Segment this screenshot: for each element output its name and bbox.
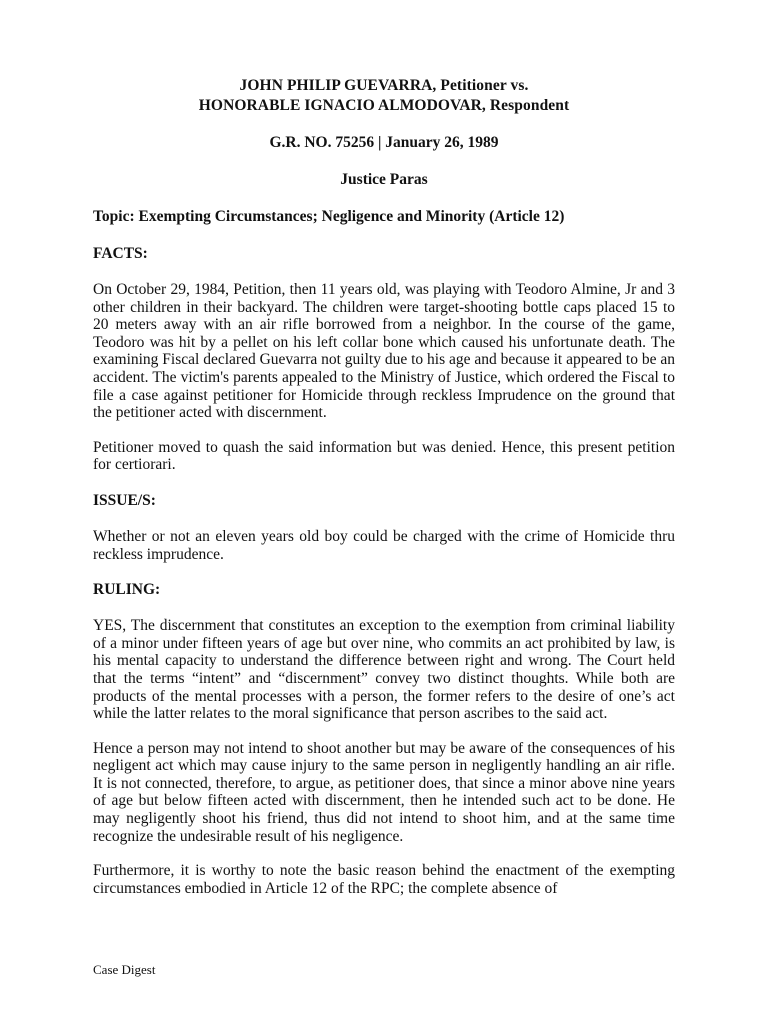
issue-heading: ISSUE/S: [93, 491, 156, 509]
ruling-paragraph-2: Hence a person may not intend to shoot another but may be aware of the consequences of his negligent act which may cause injury to the same person in negligently handling an air rifle. It is not connected, therefore, to argue, as petitioner does, that since a minor above nine years of age but below fifteen acted with discernment, then he intended such act to be done. He may negligently shoot his friend, thus did not intend to shoot him, and at the same time recognize the undesirable result of his negligence. [93, 739, 675, 845]
facts-heading: FACTS: [93, 245, 148, 262]
ruling-paragraph-3: Furthermore, it is worthy to note the basic reason behind the enactment of the exempting circumstances embodied in Article 12 of the RPC; the complete absence of [93, 862, 675, 897]
case-title [93, 76, 675, 116]
document-page [93, 76, 675, 897]
facts-paragraph-2: Petitioner moved to quash the said information but was denied. Hence, this present petition for certiorari. [93, 438, 675, 474]
case-title-line-1: JOHN PHILIP GUEVARRA, Petitioner vs. [239, 77, 529, 94]
ruling-heading: RULING: [93, 581, 161, 599]
facts-paragraph-1: On October 29, 1984, Petition, then 11 years old, was playing with Teodoro Almine, Jr and 3 other children in their backyard. The children were target-shooting bottle caps placed 15 to 20 meters away with an air rifle borrowed from a neighbor. In the course of the game, Teodoro was hit by a pellet on his left collar bone which caused his unfortunate death. The examining Fiscal declared Guevarra not guilty due to his age and because it appeared to be an accident. The victim's parents appealed to the Ministry of Justice, which ordered the Fiscal to file a case against petitioner for Homicide through reckless Imprudence on the ground that the petitioner acted with discernment. [93, 281, 675, 422]
case-number: G.R. NO. 75256 | January 26, 1989 [269, 134, 499, 151]
case-title-line-2: HONORABLE IGNACIO ALMODOVAR, Respondent [198, 97, 570, 114]
topic-heading: Topic: Exempting Circumstances; Negligence and Minority (Article 12) [93, 208, 565, 225]
page-footer: Case Digest [93, 962, 156, 977]
ponente: Justice Paras [340, 171, 428, 188]
issue-paragraph: Whether or not an eleven years old boy could be charged with the crime of Homicide thru reckless imprudence. [93, 527, 675, 563]
ruling-paragraph-1: YES, The discernment that constitutes an exception to the exemption from criminal liability of a minor under fifteen years of age but over nine, who commits an act prohibited by law, is his mental capacity to understand the difference between right and wrong. The Court held that the terms “intent” and “discernment” convey two distinct thoughts. While both are products of the mental processes with a person, the former refers to the desire of one’s act while the latter relates to the moral significance that person ascribes to the said act. [93, 617, 675, 723]
